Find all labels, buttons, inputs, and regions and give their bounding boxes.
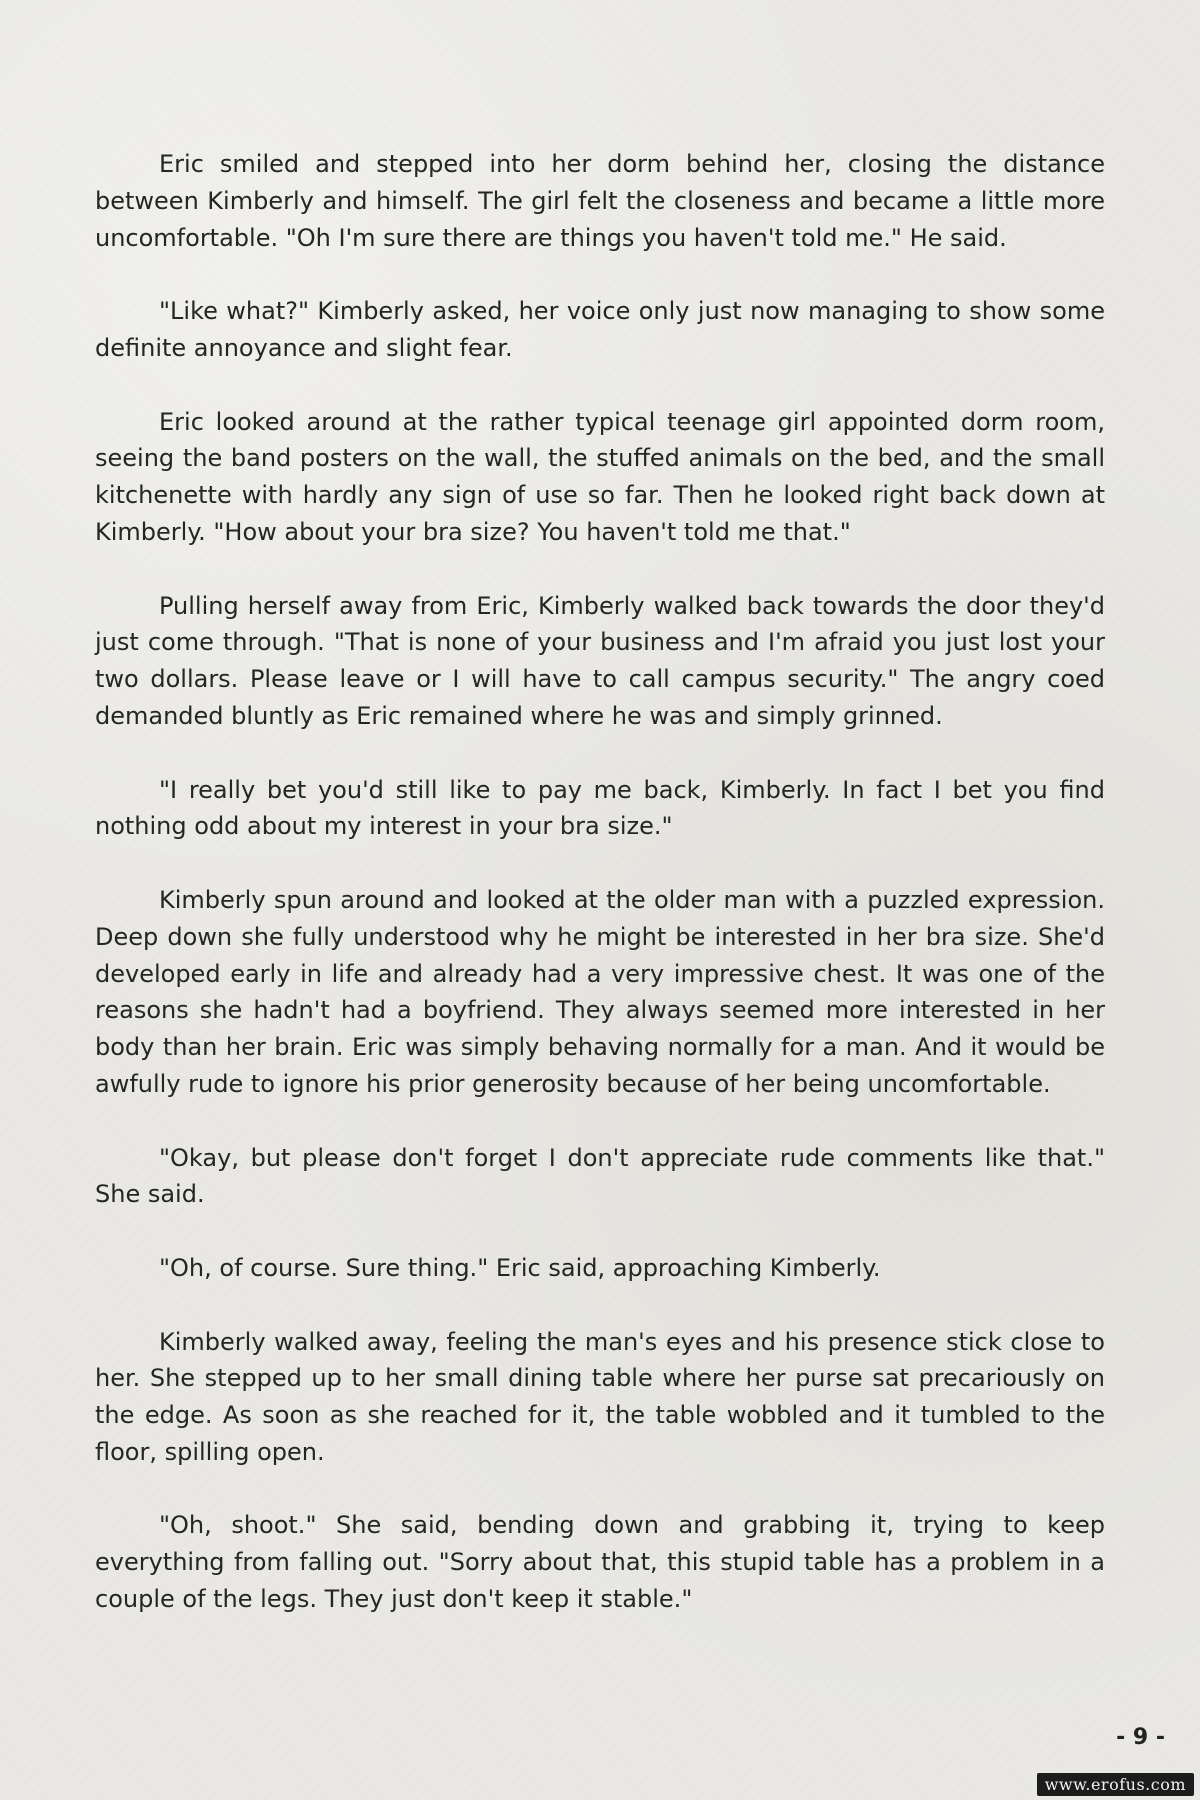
story-text xyxy=(95,146,1105,1655)
site-watermark: www.erofus.com xyxy=(1037,1773,1194,1796)
paragraph: Eric looked around at the rather typical teenage girl appointed dorm room, seeing the band posters on the wall, the stuffed animals on the bed, and the small kitchenette with hardly any sign of use so far. Then he looked right back down at Kimberly. "How about your bra size? You haven't told me that." xyxy=(95,407,1105,546)
page-number: - 9 - xyxy=(1116,1725,1165,1750)
paragraph: "I really bet you'd still like to pay me back, Kimberly. In fact I bet you find nothing odd about my interest in your bra size." xyxy=(95,775,1105,841)
paragraph: Eric smiled and stepped into her dorm behind her, closing the distance between Kimberly and himself. The girl felt the closeness and became a little more uncomfortable. "Oh I'm sure there are things you haven't told me." He said. xyxy=(95,150,1105,252)
paragraph: "Oh, of course. Sure thing." Eric said, approaching Kimberly. xyxy=(159,1253,881,1282)
paragraph: Pulling herself away from Eric, Kimberly walked back towards the door they'd just come through. "That is none of your business and I'm afraid you just lost your two dollars. Please leave or I will have to call campus security." The angry coed demanded bluntly as Eric remained where he was and simply grinned. xyxy=(95,591,1105,730)
paragraph: Kimberly spun around and looked at the older man with a puzzled expression. Deep down she fully understood why he might be interested in her bra size. She'd developed early in life and already had a very impressive chest. It was one of the reasons she hadn't had a boyfriend. They always seemed more interested in her body than her brain. Eric was simply behaving normally for a man. And it would be awfully rude to ignore his prior generosity because of her being uncomfortable. xyxy=(95,885,1105,1098)
paragraph: Kimberly walked away, feeling the man's eyes and his presence stick close to her. She stepped up to her small dining table where her purse sat precariously on the edge. As soon as she reached for it, the table wobbled and it tumbled to the floor, spilling open. xyxy=(95,1327,1105,1466)
paragraph: "Like what?" Kimberly asked, her voice only just now managing to show some definite annoyance and slight fear. xyxy=(95,297,1105,362)
paragraph: "Oh, shoot." She said, bending down and grabbing it, trying to keep everything from falling out. "Sorry about that, this stupid table has a problem in a couple of the legs. They just don't keep it stable." xyxy=(95,1511,1105,1614)
paragraph: "Okay, but please don't forget I don't appreciate rude comments like that." She said. xyxy=(95,1143,1105,1209)
